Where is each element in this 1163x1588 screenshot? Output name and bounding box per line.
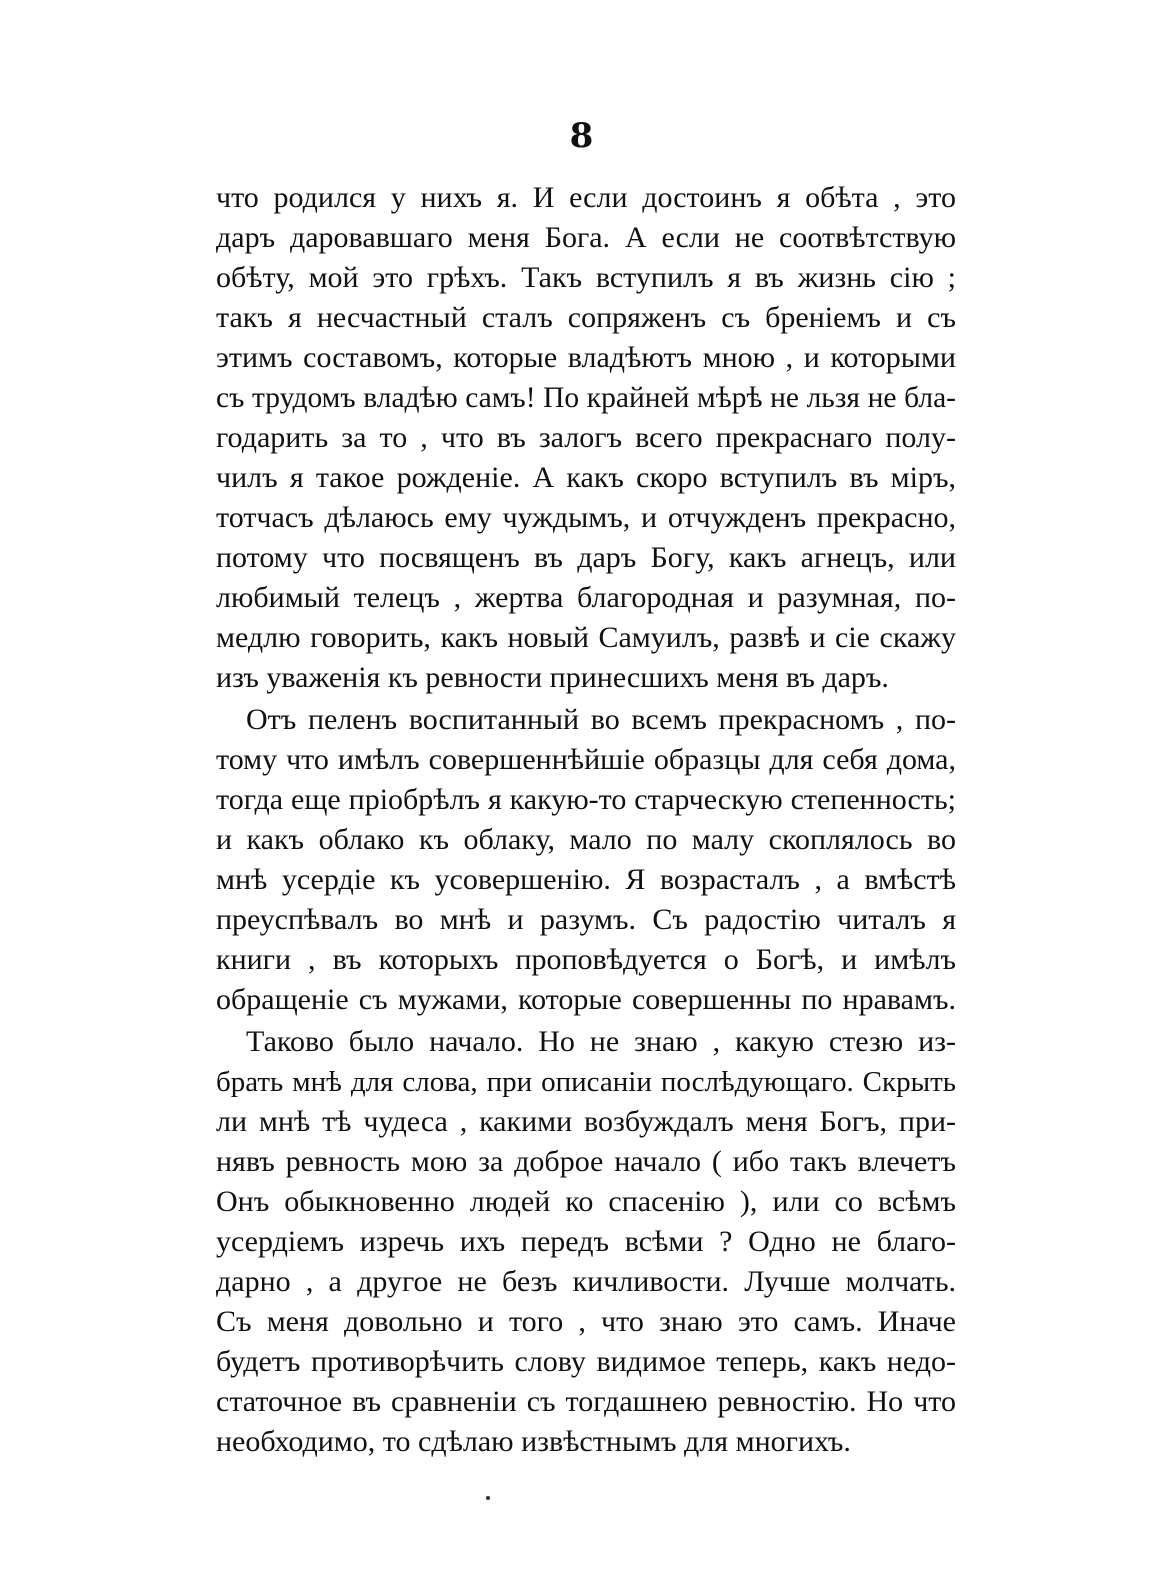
text-line: усердіемъ изречь ихъ передъ всѣми ? Одно не благо- bbox=[216, 1225, 956, 1258]
text-line: книги , въ которыхъ проповѣдуется о Богѣ, и имѣлъ bbox=[216, 943, 956, 976]
text-line: преуспѣвалъ во мнѣ и разумъ. Съ радостію читалъ я bbox=[216, 903, 956, 936]
text-line: нявъ ревность мою за доброе начало ( ибо такъ влечетъ bbox=[216, 1145, 956, 1178]
print-speck bbox=[486, 1496, 490, 1500]
text-line: будетъ противорѣчить слову видимое теперь, какъ недо- bbox=[216, 1345, 956, 1378]
text-line: обращеніе съ мужами, которые совершенны по нравамъ. bbox=[216, 983, 956, 1016]
text-line: этимъ составомъ, которые владѣютъ мною , и которыми bbox=[216, 341, 956, 374]
text-line: медлю говорить, какъ новый Самуилъ, развѣ и сіе скажу bbox=[216, 621, 956, 654]
text-line: потому что посвященъ въ даръ Богу, какъ агнецъ, или bbox=[216, 541, 956, 574]
text-line: статочное въ сравненіи съ тогдашнею ревностію. Но что bbox=[216, 1385, 956, 1418]
text-line: ли мнѣ тѣ чудеса , какими возбуждалъ меня Богъ, при- bbox=[216, 1105, 956, 1138]
text-line: Таково было начало. Но не знаю , какую стезю из- bbox=[246, 1025, 956, 1058]
text-line: и какъ облако къ облаку, мало по малу скоплялось во bbox=[216, 823, 956, 856]
text-line: любимый телецъ , жертва благородная и разумная, по- bbox=[216, 581, 956, 614]
text-line: мнѣ усердіе къ усовершенію. Я возрасталъ , а вмѣстѣ bbox=[216, 863, 956, 896]
text-line: изъ уваженія къ ревности принесшихъ меня въ даръ. bbox=[216, 661, 889, 694]
text-line: обѣту, мой это грѣхъ. Такъ вступилъ я въ жизнь сію ; bbox=[216, 261, 956, 294]
text-line: что родился у нихъ я. И если достоинъ я обѣта , это bbox=[216, 181, 956, 214]
text-line: тому что имѣлъ совершеннѣйшіе образцы для себя дома, bbox=[216, 743, 956, 776]
page-number: 8 bbox=[569, 116, 594, 156]
text-line: брать мнѣ для слова, при описаніи послѣдующаго. Скрыть bbox=[216, 1066, 956, 1098]
text-line: съ трудомъ владѣю самъ! По крайней мѣрѣ не льзя не бла- bbox=[216, 382, 956, 414]
text-line: необходимо, то сдѣлаю извѣстнымъ для многихъ. bbox=[216, 1425, 851, 1458]
text-line: дарно , а другое не безъ кичливости. Лучше молчать. bbox=[216, 1265, 956, 1298]
text-line: Съ меня довольно и того , что знаю это самъ. Иначе bbox=[216, 1305, 956, 1338]
text-line: чилъ я такое рожденіе. А какъ скоро вступилъ въ міръ, bbox=[216, 461, 956, 494]
text-line: тогда еще пріобрѣлъ я какую-то старческую степенность; bbox=[216, 783, 956, 816]
text-line: даръ даровавшаго меня Бога. А если не соотвѣтствую bbox=[216, 221, 956, 254]
text-line: тотчасъ дѣлаюсь ему чуждымъ, и отчужденъ прекрасно, bbox=[216, 501, 956, 534]
text-line: Отъ пеленъ воспитанный во всемъ прекрасномъ , по- bbox=[246, 703, 956, 736]
text-line: Онъ обыкновенно людей ко спасенію ), или со всѣмъ bbox=[216, 1185, 956, 1218]
text-line: такъ я несчастный сталъ сопряженъ съ бреніемъ и съ bbox=[216, 301, 956, 334]
text-line: годарить за то , что въ залогъ всего прекраснаго полу- bbox=[216, 421, 956, 454]
